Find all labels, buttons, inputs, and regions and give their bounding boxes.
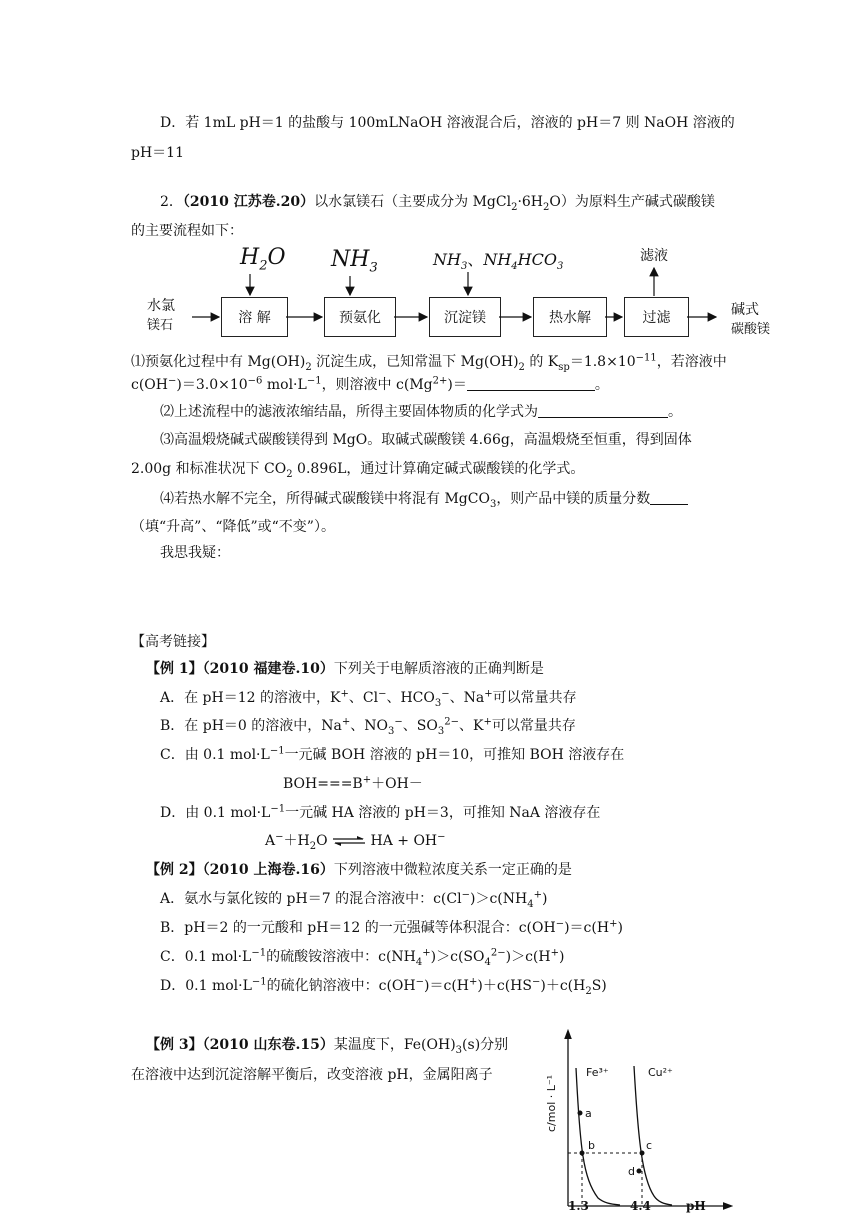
step-hot-hydrolysis: 热水解 [533,297,607,337]
example2-option-b: B．pH＝2 的一元酸和 pH＝12 的一元强碱等体积混合：c(OH−)＝c(H+) [160,918,623,936]
point-a-label: a [585,1107,592,1120]
step-precipitate-magnesium: 沉淀镁 [429,297,501,337]
x-axis-label: pH [686,1199,706,1213]
input-label-bottom: 镁石 [147,318,174,333]
point-d [637,1169,642,1174]
step-dissolve: 溶 解 [221,297,288,337]
point-b-label: b [588,1139,595,1152]
answer-blank-2 [538,402,668,418]
q2-part4-line1: ⑷若热水解不完全，所得碱式碳酸镁中将混有 MgCO$_3$，则产品中镁的质量分数 [160,489,688,509]
step-pre-ammoniation: 预氨化 [324,297,396,337]
reagent-ammonia: $NH_3$ [331,247,378,276]
q2-part4-line2: （填“升高”、“降低”或“不变”）。 [131,519,335,535]
input-label-top: 水氯 [147,298,175,314]
q2-source: （2010 江苏卷.20） [182,194,315,210]
cu-curve [634,1066,672,1205]
example2-option-a: A．氨水与氯化铵的 pH＝7 的混合溶液中：$c(Cl^-)>c(NH_4^+)$ [160,889,548,910]
q2-part3-line2: 2.00g 和标准状况下 $CO_2$ 0.896L，通过计算确定碱式碳酸镁的化学式。 [131,461,585,480]
example3-stem-line2: 在溶液中达到沉淀溶解平衡后，改变溶液 pH，金属阳离子 [131,1067,493,1083]
q2-number: 2． [160,194,183,210]
answer-blank-4 [650,489,688,505]
output-label-top: 碱式 [731,302,759,318]
example1-option-d-equation: $A^-+H_2O$ HA + OH− [265,831,446,852]
example1-option-b: B．在 pH＝0 的溶液中，Na+、$NO_3^-$、$SO_3^{2-}$、K+可以常量共存 [160,716,576,737]
y-axis-label: c/mol · L⁻¹ [545,1074,558,1132]
example1-option-a: A．在 pH＝12 的溶液中，K+、Cl−、$HCO_3^-$、Na+可以常量共存 [160,688,577,709]
solubility-graph [538,1028,738,1216]
q1-option-d-line1: D．若 1mL pH＝1 的盐酸与 100mLNaOH 溶液混合后，溶液的 pH＝7 则 NaOH 溶液的 [160,115,735,131]
reagent-water: $H_2O$ [240,245,286,274]
point-c [640,1151,645,1156]
step-filter: 过滤 [624,297,689,337]
fe-curve-label: Fe³⁺ [586,1066,609,1079]
reagent-ammonia-bicarbonate: $NH_3$、$NH_4HCO_3$ [433,250,564,273]
q2-intro-line2: 的主要流程如下： [131,223,243,239]
section-heading: 【高考链接】 [131,634,215,650]
example1-option-c: C．由 0.1 $mol\cdot L^{-1}$一元碱 BOH 溶液的 pH＝10，可推知 BOH 溶液存在 [160,745,625,763]
q1-option-d-line2: pH＝11 [131,145,184,161]
cu-curve-label: Cu²⁺ [648,1066,673,1079]
example2-option-d: D．0.1 $mol\cdot L^{-1}$的硫化钠溶液中：$c(OH^-)=c(H^+)+c(HS^-)+c(H_2S)$ [160,976,607,997]
example1-option-c-equation: BOH===B+＋OH－ [283,774,423,792]
example1-option-d: D．由 0.1 $mol\cdot L^{-1}$一元碱 HA 溶液的 pH＝3，可推知 NaA 溶液存在 [160,803,601,821]
q2-part3-line1: ⑶高温煅烧碱式碳酸镁得到 MgO。取碱式碳酸镁 4.66g，高温煅烧至恒重，得到固体 [160,432,692,448]
reflection-prompt: 我思我疑： [160,545,230,561]
equilibrium-arrow-icon [332,836,366,846]
point-a [578,1111,583,1116]
filtrate-label: 滤液 [640,248,668,264]
q2-part1-line2: $c(OH^-)=3.0\times 10^{-6}$ $mol\cdot L^{-1}$，则溶液中 $c(Mg^{2+})=$ 。 [131,375,609,393]
point-d-label: d [628,1165,635,1178]
output-label-bottom: 碳酸镁 [731,322,771,337]
q2-part2: ⑵上述流程中的滤液浓缩结晶，所得主要固体物质的化学式为 。 [160,404,682,420]
q2-intro: 2．（2010 江苏卷.20）以水氯镁石（主要成分为 $MgCl_2\cdot 6H_2O$）为原料生产碱式碳酸镁 [160,194,715,213]
point-c-label: c [646,1139,653,1152]
example2-option-c: C．0.1 $mol\cdot L^{-1}$的硫酸铵溶液中：$c(NH_4^+)>c(SO_4^{2-})>c(H^+)$ [160,947,565,968]
example2-stem: 【例 2】（2010 上海卷.16）下列溶液中微粒浓度关系一定正确的是 [146,862,572,878]
flow-arrows [0,0,860,360]
answer-blank-1 [467,375,595,391]
example1-stem: 【例 1】（2010 福建卷.10）下列关于电解质溶液的正确判断是 [146,661,544,677]
fe-curve [576,1068,620,1205]
example3-stem-line1: 【例 3】（2010 山东卷.15）某温度下，$Fe(OH)_3(s)$分别 [146,1037,509,1056]
point-b [580,1151,585,1156]
x-tick-1-3: 1.3 [568,1199,589,1213]
x-tick-4-4: 4.4 [630,1199,651,1213]
q2-part1-line1: ⑴预氨化过程中有 $Mg(OH)_2$ 沉淀生成，已知常温下 $Mg(OH)_2$ 的 $K_{sp}=1.8\times 10^{-11}$，若溶液中 [131,352,727,373]
